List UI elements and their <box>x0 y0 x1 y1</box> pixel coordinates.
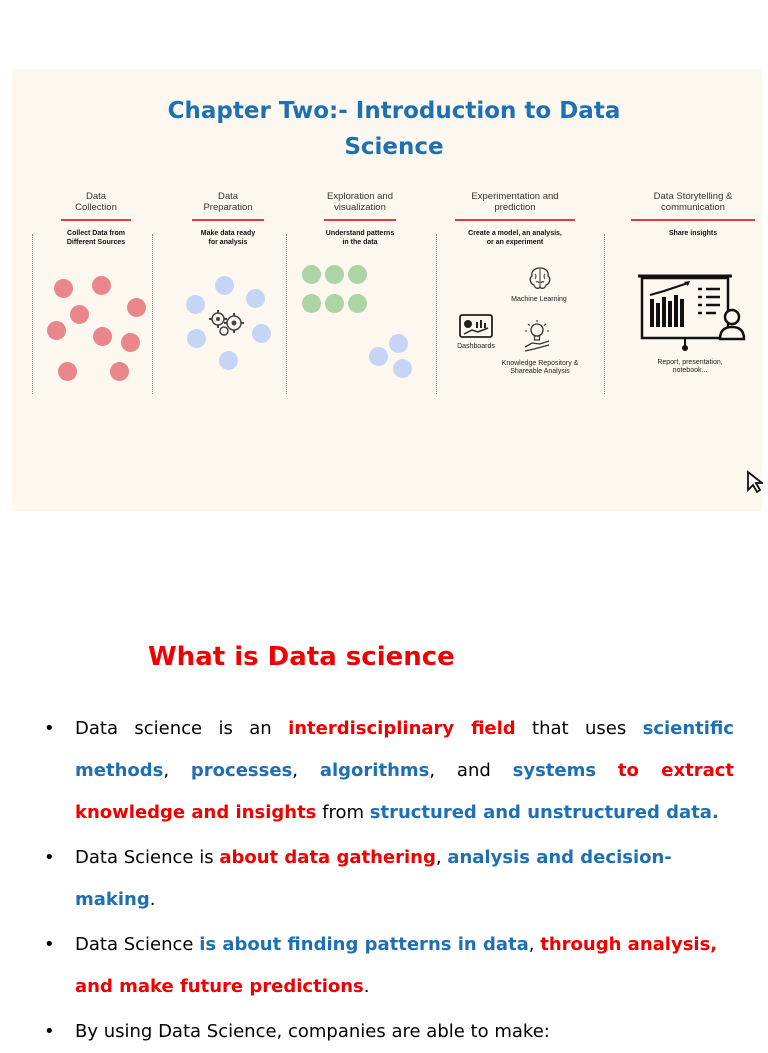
exploration-dot <box>325 265 344 284</box>
collection-dot <box>110 362 129 381</box>
separator <box>286 234 287 394</box>
stage-data-collection: Data Collection Collect Data from Different Sources <box>36 189 156 247</box>
exploration-dot <box>389 334 408 353</box>
collection-dot <box>92 276 111 295</box>
bullet-list <box>44 708 734 1053</box>
stage-exploration: Exploration and visualization Understand patterns in the data <box>325 191 395 246</box>
preparation-dot <box>252 324 271 343</box>
collection-dot <box>127 298 146 317</box>
exploration-dot <box>369 347 388 366</box>
collection-dot <box>70 305 89 324</box>
stage-underline <box>324 219 396 221</box>
brain-icon <box>527 265 553 291</box>
separator <box>436 234 437 394</box>
chapter-slide-image <box>12 69 762 511</box>
stage-underline <box>61 219 131 221</box>
preparation-dot <box>186 295 205 314</box>
collection-dot <box>121 333 140 352</box>
gears-icon <box>206 307 248 337</box>
collection-dot <box>54 279 73 298</box>
exploration-dot <box>348 265 367 284</box>
stage-experimentation: Experimentation and prediction Create a model, an analysis, or an experiment <box>440 189 590 247</box>
stage-data-preparation: Data Preparation Make data ready for analysis <box>168 189 288 247</box>
exploration-dot <box>348 294 367 313</box>
collection-dot <box>93 327 112 346</box>
stage-underline <box>455 219 575 221</box>
stage-underline <box>192 219 264 221</box>
collection-dot <box>47 321 66 340</box>
stage-storytelling: Data Storytelling & communication Share insights <box>620 189 766 238</box>
preparation-dot <box>219 351 238 370</box>
exploration-dot <box>393 359 412 378</box>
machine-learning-label: Machine Learning <box>511 296 567 303</box>
preparation-dot <box>215 276 234 295</box>
cursor-icon <box>745 470 763 494</box>
slide-title: Chapter Two:- Introduction to Data Science <box>167 98 621 160</box>
preparation-dot <box>187 329 206 348</box>
bullet-item: • Data Science is about data gathering, analysis and decision-making. <box>44 837 734 921</box>
separator <box>32 234 33 394</box>
separator <box>152 234 153 394</box>
collection-dot <box>58 362 77 381</box>
dashboard-icon <box>458 313 494 341</box>
preparation-dot <box>246 289 265 308</box>
report-label: Report, presentation, notebook... <box>657 359 723 374</box>
bullet-item: • By using Data Science, companies are able to make: <box>44 1011 734 1053</box>
section-heading: What is Data science <box>148 642 455 672</box>
bullet-item: • Data Science is about finding patterns in data, through analysis, and make future predictions. <box>44 924 734 1008</box>
exploration-dot <box>302 265 321 284</box>
bullet-item: • Data science is an interdisciplinary field that uses scientific methods, processes, algorithms, and systems to extract knowledge and insights from structured and unstructured data. <box>44 708 734 834</box>
exploration-dot <box>325 294 344 313</box>
separator <box>604 234 605 394</box>
exploration-dot <box>302 294 321 313</box>
presentation-board-icon <box>636 273 746 353</box>
stage-underline <box>631 219 755 221</box>
knowledge-repository-label: Knowledge Repository & Shareable Analysis <box>501 360 579 375</box>
dashboards-label: Dashboards <box>457 343 495 350</box>
lightbulb-hand-icon <box>522 319 552 353</box>
